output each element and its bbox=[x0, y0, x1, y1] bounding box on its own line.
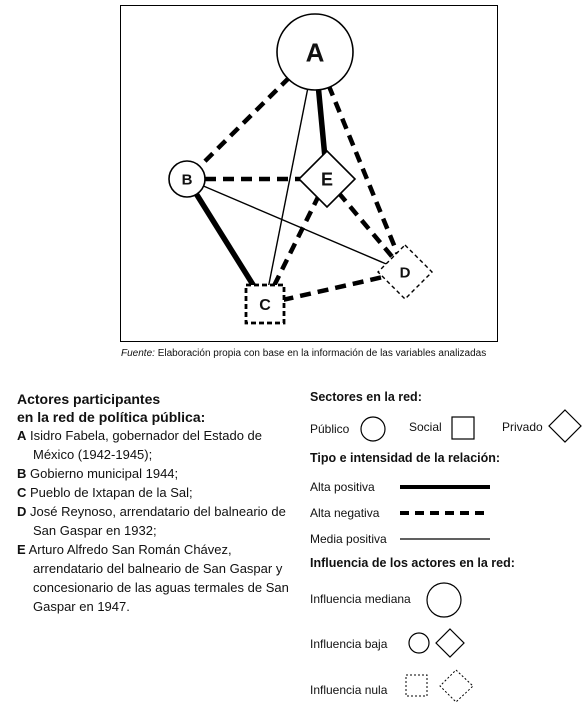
actor-key: E bbox=[17, 542, 26, 557]
legend-relation-title: Tipo e intensidad de la relación: bbox=[310, 451, 501, 465]
legend-influence-low-circle-icon bbox=[409, 633, 429, 653]
legend-influence-null-diamond-icon bbox=[440, 670, 473, 702]
actor-key: A bbox=[17, 428, 27, 443]
actors-heading-line2: en la red de política pública: bbox=[17, 409, 206, 425]
actor-item-b bbox=[17, 464, 297, 483]
network-diagram bbox=[120, 5, 498, 342]
legend-influence-null-label: Influencia nula bbox=[310, 683, 388, 697]
legend-influence-medium-label: Influencia mediana bbox=[310, 592, 411, 606]
actors-list bbox=[17, 390, 297, 616]
legend-private-diamond-icon bbox=[549, 410, 581, 442]
node-label-b: B bbox=[181, 171, 193, 189]
legend-sector-private-label: Privado bbox=[502, 420, 543, 434]
nodes-layer bbox=[169, 14, 432, 323]
actor-text: Pueblo de Ixtapan de la Sal; bbox=[26, 485, 193, 500]
legend-public-circle-icon bbox=[361, 417, 385, 441]
actor-item-e bbox=[17, 540, 297, 616]
actor-text: Gobierno municipal 1944; bbox=[26, 466, 179, 481]
source-text: Elaboración propia con base en la información de las variables analizadas bbox=[154, 348, 487, 359]
node-label-c: C bbox=[259, 296, 271, 314]
actor-item-c bbox=[17, 483, 297, 502]
legend-influence-low-diamond-icon bbox=[436, 629, 464, 657]
actor-item-a bbox=[17, 426, 297, 464]
legend bbox=[310, 388, 582, 703]
legend-medium-positive-label: Media positiva bbox=[310, 532, 387, 546]
legend-sector-public-label: Público bbox=[310, 422, 350, 436]
node-label-d: D bbox=[399, 264, 411, 282]
legend-influence-title: Influencia de los actores en la red: bbox=[310, 556, 515, 570]
edges-layer bbox=[187, 52, 405, 304]
actors-heading-line1: Actores participantes bbox=[17, 391, 161, 407]
actor-text: Isidro Fabela, gobernador del Estado de México (1942-1945); bbox=[26, 428, 262, 462]
actor-key: B bbox=[17, 466, 27, 481]
source-label: Fuente: bbox=[121, 348, 155, 359]
legend-sectors-title: Sectores en la red: bbox=[310, 390, 422, 404]
legend-influence-low-label: Influencia baja bbox=[310, 637, 388, 651]
actor-item-d bbox=[17, 502, 297, 540]
legend-high-positive-label: Alta positiva bbox=[310, 480, 375, 494]
actor-text: José Reynoso, arrendatario del balneario de San Gaspar en 1932; bbox=[26, 504, 286, 538]
node-label-a: A bbox=[305, 37, 325, 68]
source-note bbox=[121, 348, 501, 359]
legend-sector-social-label: Social bbox=[409, 420, 442, 434]
legend-social-square-icon bbox=[452, 417, 474, 439]
actor-key: C bbox=[17, 485, 27, 500]
legend-high-negative-label: Alta negativa bbox=[310, 506, 380, 520]
actor-key: D bbox=[17, 504, 27, 519]
node-label-e: E bbox=[320, 169, 334, 190]
actor-text: Arturo Alfredo San Román Chávez, arrendatario del balneario de San Gaspar y concesionario de las aguas termales de San Gaspar en 1947. bbox=[25, 542, 289, 614]
legend-influence-medium-circle-icon bbox=[427, 583, 461, 617]
legend-influence-null-square-icon bbox=[406, 675, 427, 696]
